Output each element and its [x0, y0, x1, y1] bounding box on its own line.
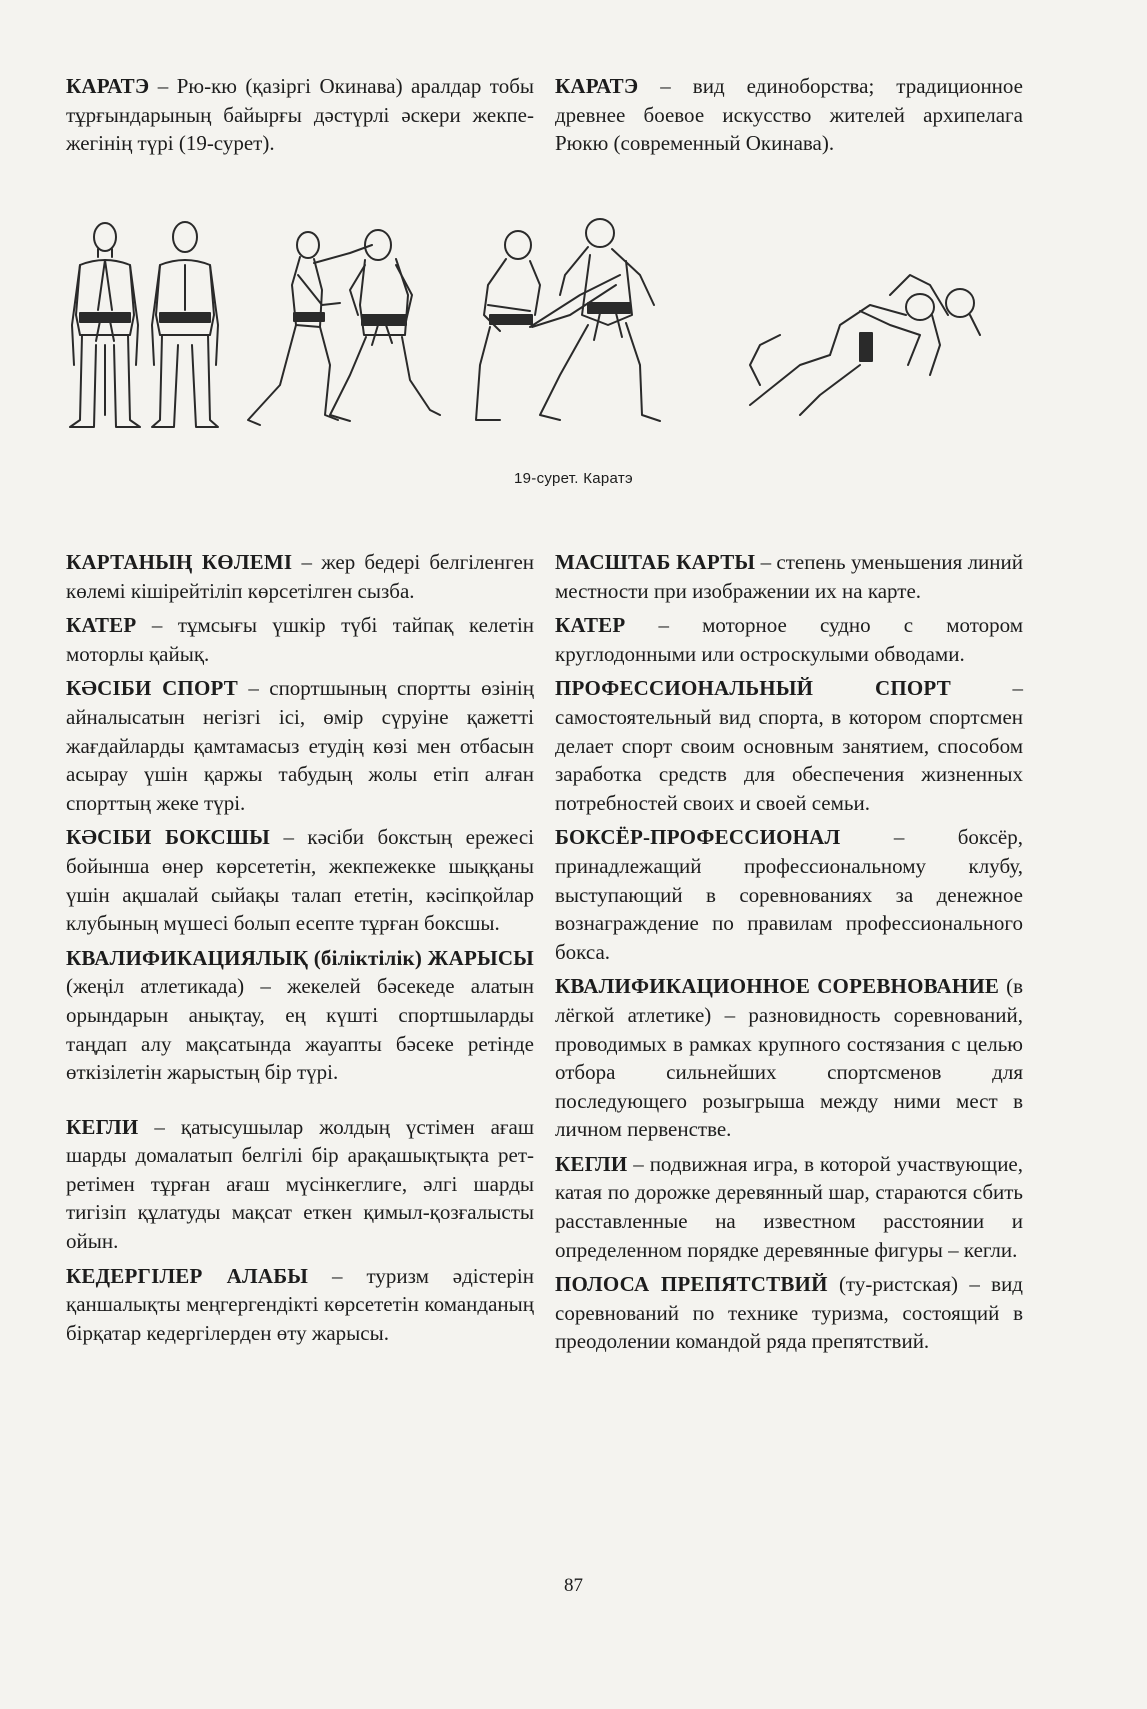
entry-karate-kz — [66, 72, 534, 158]
entry-kater-kz — [66, 611, 534, 668]
karate-illustration — [60, 215, 1040, 465]
entry-term: КАРТАНЫҢ КӨЛЕМІ — [66, 550, 293, 574]
entry-bokser-professional — [555, 823, 1023, 966]
entry-kegli-ru — [555, 1150, 1023, 1264]
karate-takedown-pair — [750, 275, 980, 415]
karateka-back-figure — [152, 222, 218, 427]
entry-definition: тұмсығы үшкір түбі тайпақ келетін моторлы қайық. — [66, 613, 535, 666]
entry-definition: туризм әдістерін қаншалықты меңгергендікті көрсететін команданың бірқатар кедергілерден өту жарысы. — [66, 1263, 534, 1345]
entry-polosa-prepyatstvii — [555, 1270, 1023, 1356]
entry-term: КАТЕР — [555, 613, 626, 638]
entry-dash: – — [958, 1272, 992, 1297]
entry-definition: вид соревнований по технике туризма, состоящий в преодолении командой ряда препятствий. — [555, 1272, 1023, 1354]
entry-definition: жекелей бәсекеде алатын орындарын анықтау, ең күшті спортшыларды таңдап алу мақсатында жауапты бәсеке ретінде өткізілетін жарыстың бір түрі. — [66, 974, 535, 1085]
entry-term: КӘСІБИ СПОРТ — [66, 676, 238, 701]
entry-term: КАРАТЭ — [66, 74, 150, 98]
entry-term: КАТЕР — [66, 613, 137, 638]
entry-definition: подвижная игра, в которой участвующие, катая по дорожке деревянный шар, стараются сбить расставленные на известном расстоянии и определенном порядке деревянные фигуры – кегли. — [555, 1151, 1023, 1262]
figure-caption: 19-сурет. Каратэ — [514, 470, 633, 487]
entry-term: КӘСІБИ БОКСШЫ — [66, 825, 270, 850]
entry-masshtab-karty — [555, 548, 1023, 605]
karate-kick-pair — [476, 219, 660, 421]
entry-dash: – — [244, 974, 288, 999]
entry-kvalifikatsionnoe-sorevnovanie — [555, 972, 1023, 1144]
entry-dash: – — [292, 550, 322, 574]
entry-note: (жеңіл атлетикада) — [66, 974, 245, 999]
entry-term: КЕГЛИ — [555, 1151, 628, 1176]
entry-kater-ru — [555, 611, 1023, 668]
entry-note: (в лёгкой атлетике) — [555, 974, 1023, 1027]
entry-dash: – — [711, 1002, 749, 1027]
russian-entries-column — [555, 548, 1023, 1362]
entry-definition: кәсіби бокстың ережесі бойынша өнер көрсететін, жекпежекке шыққаны үшін ақшалай сыйақы талап ететін, кәсіпқойлар клубының мүшесі болып есепте тұрған боксшы. — [66, 825, 535, 936]
entry-term: КВАЛИФИКАЦИЯЛЫҚ (біліктілік) ЖАРЫСЫ — [66, 945, 534, 970]
entry-kartanyn-kolemi — [66, 548, 534, 605]
intro-left-column — [66, 72, 534, 164]
entry-dash: – — [269, 825, 308, 850]
karate-punch-pair — [248, 230, 440, 425]
entry-term: КЕДЕРГІЛЕР АЛАБЫ — [66, 1263, 309, 1288]
entry-definition: моторное судно с мотором круглодонными или остроскулыми обводами. — [555, 613, 1024, 666]
entry-kvalifikatsiyalyk-zharysy — [66, 944, 534, 1087]
karate-figures-drawing — [60, 215, 1040, 465]
entry-definition: Рю-кю (қазіргі Окинава) аралдар тобы тұрғындарының байырғы дәстүрлі әскери жекпе-жегінің түрі (19-сурет). — [66, 74, 534, 156]
entry-kasibi-boksshy — [66, 823, 534, 937]
entry-kasibi-sport — [66, 674, 534, 817]
entry-dash: – — [638, 74, 693, 98]
kazakh-entries-column — [66, 548, 534, 1353]
entry-kegli-kz — [66, 1113, 534, 1256]
entry-term: ПОЛОСА ПРЕПЯТСТВИЙ — [555, 1272, 828, 1297]
entry-definition: боксёр, принадлежащий профессиональному клубу, выступающий в соревнованиях за денежное вознаграждение по правилам профессионального бокса. — [555, 825, 1023, 964]
entry-dash: – — [625, 613, 703, 638]
entry-term: КЕГЛИ — [66, 1114, 139, 1139]
entry-dash: – — [950, 676, 1023, 701]
entry-definition: жер бедері белгіленген көлемі кішірейтіліп көрсетілген сызба. — [66, 550, 535, 603]
entry-dash: – — [138, 1114, 181, 1139]
entry-note: (ту-ристская) — [827, 1272, 958, 1297]
entry-professionalnyi-sport — [555, 674, 1023, 817]
entry-definition: қатысушылар жолдың үстімен ағаш шарды домалатып белгілі бір арақашықтықта рет-ретімен тұрған ағаш мүсінкеглиге, әлгі шарды тигізіп құлатуды мақсат еткен қимыл-қозғалысты ойын. — [66, 1114, 535, 1254]
karateka-front-figure — [70, 223, 140, 427]
entry-term: МАСШТАБ КАРТЫ — [555, 550, 756, 574]
entry-dash: – — [755, 550, 777, 574]
entry-definition: вид единоборства; традиционное древнее боевое искусство жителей архипелага Рюкю (современный Окинава). — [555, 74, 1024, 156]
entry-dash: – — [840, 825, 958, 850]
page-number: 87 — [564, 1575, 583, 1596]
entry-definition: степень уменьшения линий местности при изображении их на карте. — [555, 550, 1024, 603]
entry-karate-ru — [555, 72, 1023, 158]
entry-kedergiler-alaby — [66, 1262, 534, 1348]
entry-definition: разновидность соревнований, проводимых в рамках крупного состязания с целью отбора сильнейших спортсменов для последующего розыгрыша между ними мест в личном первенстве. — [555, 1002, 1023, 1142]
entry-dash: – — [136, 613, 178, 638]
intro-right-column — [555, 72, 1023, 164]
entry-dash: – — [238, 676, 270, 701]
entry-term: КВАЛИФИКАЦИОННОЕ СОРЕВНОВАНИЕ — [555, 974, 1000, 999]
entry-dash: – — [308, 1263, 367, 1288]
entry-term: БОКСЁР-ПРОФЕССИОНАЛ — [555, 825, 841, 850]
entry-dash: – — [149, 74, 177, 98]
entry-dash: – — [627, 1151, 650, 1176]
entry-definition: самостоятельный вид спорта, в котором спортсмен делает спорт своим основным занятием, способом заработка средств для обеспечения жизненных потребностей своих и своей семьи. — [555, 704, 1023, 815]
entry-term: КАРАТЭ — [555, 74, 639, 98]
entry-term: ПРОФЕССИОНАЛЬНЫЙ СПОРТ — [555, 676, 951, 701]
entry-definition: спортшының спортты өзінің айналысатын негізгі ісі, өмір сүруіне қажетті жағдайларды қамтамасыз етудің көзі мен отбасын асырау үшін қаржы табудың жолы етіп алған спорттың жеке түрі. — [66, 676, 535, 815]
